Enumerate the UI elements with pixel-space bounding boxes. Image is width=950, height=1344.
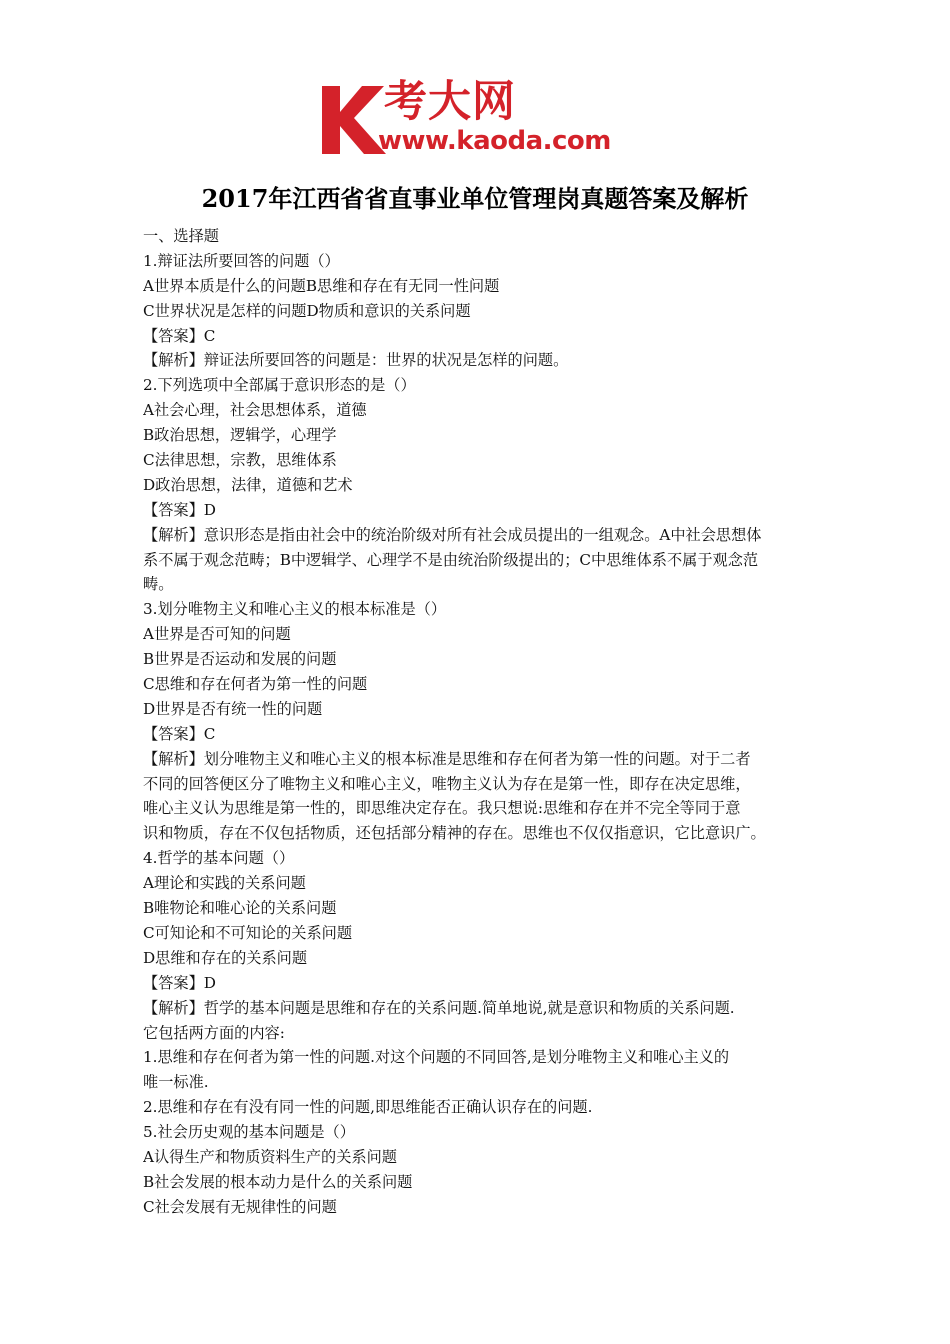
text-line: 【解析】哲学的基本问题是思维和存在的关系问题.简单地说,就是意识和物质的关系问题.	[143, 998, 735, 1017]
text-line: 【解析】划分唯物主义和唯心主义的根本标准是思维和存在何者为第一性的问题。对于二者	[143, 749, 751, 768]
brand-url: www.kaoda.com	[378, 126, 611, 156]
text-line: 识和物质，存在不仅包括物质，还包括部分精神的存在。思维也不仅仅指意识，它比意识广。	[143, 824, 766, 843]
text-line: 【答案】C	[143, 326, 216, 345]
kaoda-logo	[318, 78, 638, 160]
text-line: 【答案】D	[143, 973, 216, 992]
text-line: 2.下列选项中全部属于意识形态的是（）	[143, 376, 416, 395]
text-line: 【答案】C	[143, 724, 216, 743]
text-line: B社会发展的根本动力是什么的关系问题	[143, 1172, 413, 1191]
text-line: 唯心主义认为思维是第一性的，即思维决定存在。我只想说:思维和存在并不完全等同于意	[143, 799, 741, 818]
text-line: A认得生产和物质资料生产的关系问题	[143, 1147, 397, 1166]
text-line: D世界是否有统一性的问题	[143, 699, 323, 718]
text-line: 【解析】辩证法所要回答的问题是：世界的状况是怎样的问题。	[143, 351, 569, 370]
text-line: 它包括两方面的内容:	[143, 1023, 285, 1042]
text-line: D思维和存在的关系问题	[143, 948, 308, 967]
text-line: C可知论和不可知论的关系问题	[143, 923, 353, 942]
text-line: 3.划分唯物主义和唯心主义的根本标准是（）	[143, 600, 447, 619]
text-line: B唯物论和唯心论的关系问题	[143, 899, 337, 918]
k-logo-icon	[318, 82, 386, 156]
text-line: A社会心理，社会思想体系，道德	[143, 401, 367, 420]
text-line: 5.社会历史观的基本问题是（）	[143, 1123, 355, 1142]
text-line: 不同的回答便区分了唯物主义和唯心主义，唯物主义认为存在是第一性，即存在决定思维，	[143, 774, 751, 793]
text-line: B政治思想，逻辑学，心理学	[143, 426, 337, 445]
text-line: A理论和实践的关系问题	[143, 874, 306, 893]
text-line: D政治思想，法律，道德和艺术	[143, 475, 353, 494]
text-line: 2.思维和存在有没有同一性的问题,即思维能否正确认识存在的问题.	[143, 1098, 593, 1117]
text-line: 一、选择题	[143, 227, 219, 245]
text-line: 系不属于观念范畴；B中逻辑学、心理学不是由统治阶级提出的；C中思维体系不属于观念范	[143, 550, 759, 569]
document-title: 2017年江西省省直事业单位管理岗真题答案及解析	[201, 184, 749, 213]
text-line: C思维和存在何者为第一性的问题	[143, 675, 368, 694]
text-line: B世界是否运动和发展的问题	[143, 650, 337, 669]
text-line: C法律思想，宗教，思维体系	[143, 451, 337, 470]
text-line: C社会发展有无规律性的问题	[143, 1197, 337, 1216]
text-line: 唯一标准.	[143, 1073, 209, 1092]
text-line: 【答案】D	[143, 500, 216, 519]
text-line: 4.哲学的基本问题（）	[143, 849, 295, 868]
text-line: A世界本质是什么的问题B思维和存在有无同一性问题	[143, 276, 500, 295]
text-line: 畴。	[143, 575, 174, 594]
document-body	[143, 224, 813, 1220]
text-line: C世界状况是怎样的问题D物质和意识的关系问题	[143, 301, 471, 320]
brand-name-cn: 考大网	[384, 77, 516, 127]
text-line: A世界是否可知的问题	[143, 625, 291, 644]
text-line: 【解析】意识形态是指由社会中的统治阶级对所有社会成员提出的一组观念。A中社会思想体	[143, 525, 762, 544]
text-line: 1.辩证法所要回答的问题（）	[143, 251, 340, 270]
text-line: 1.思维和存在何者为第一性的问题.对这个问题的不同回答,是划分唯物主义和唯心主义的	[143, 1048, 730, 1067]
